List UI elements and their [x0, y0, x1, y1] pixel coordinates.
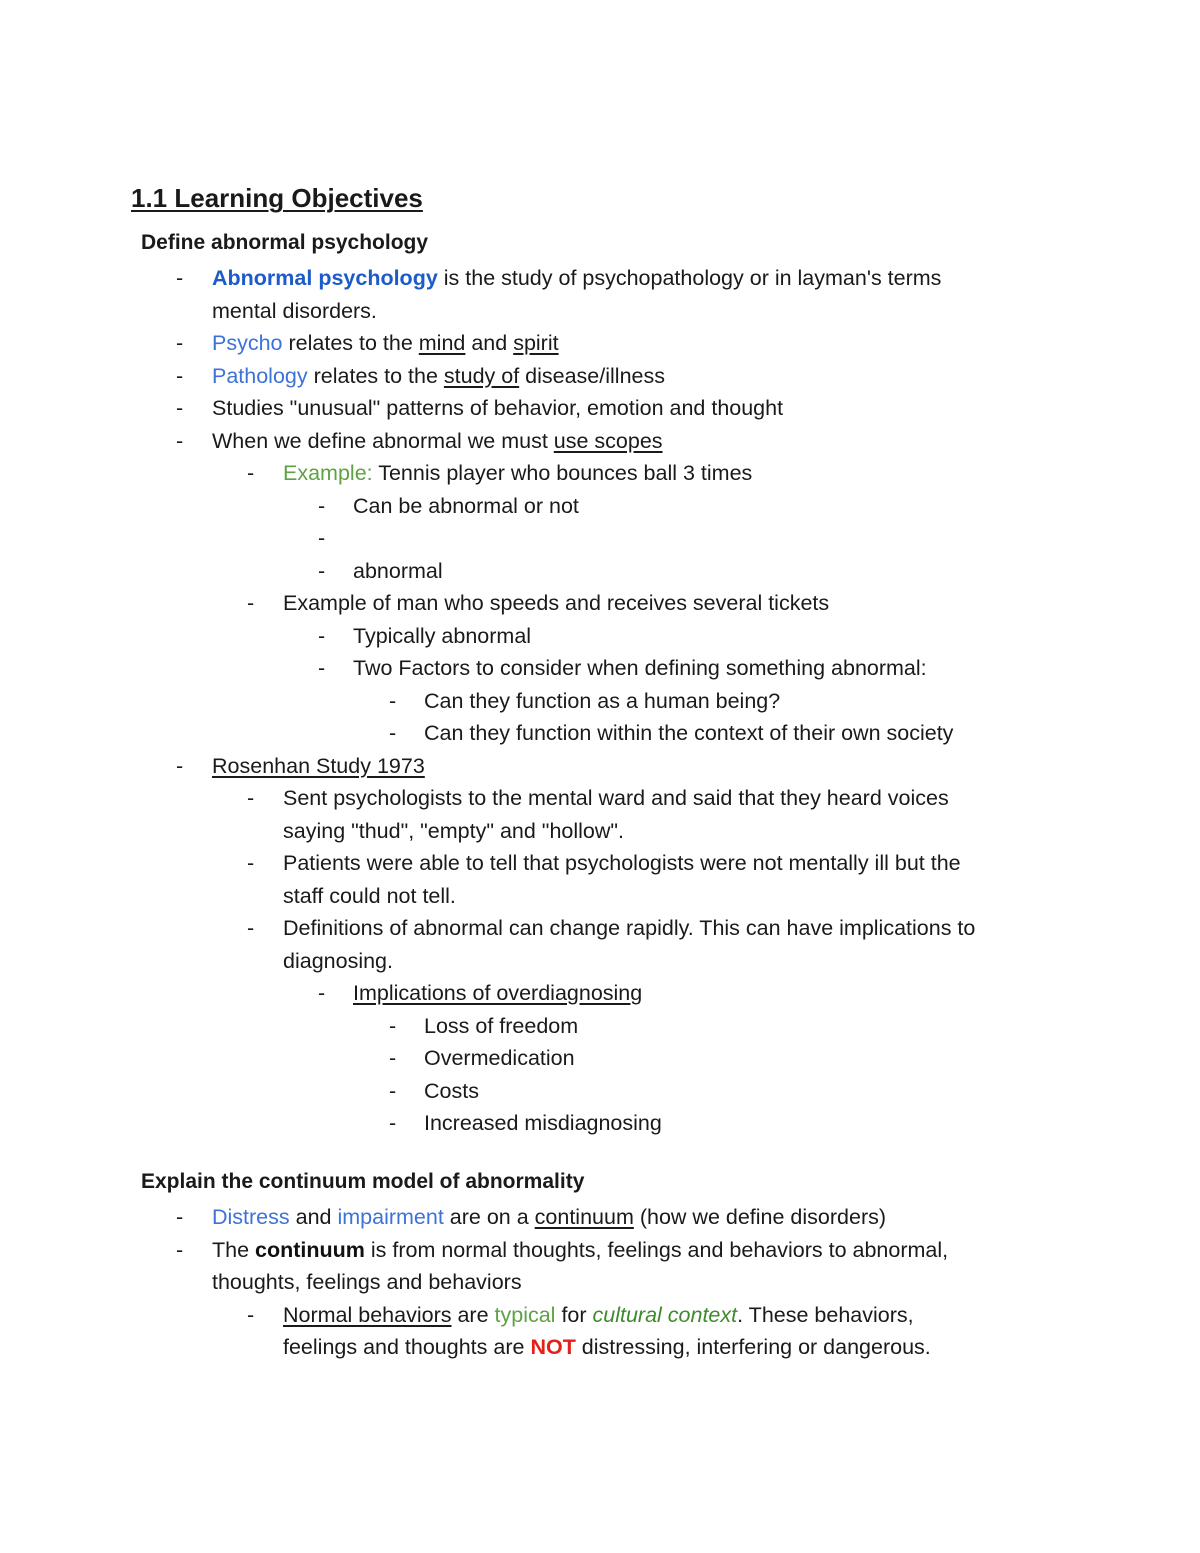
text-run: Patients were able to tell that psychologists were not mentally ill but the: [283, 851, 961, 875]
list-item-text: [283, 1299, 914, 1332]
list-item-text: [212, 750, 425, 783]
text-run: Distress: [212, 1205, 290, 1229]
text-run: feelings and thoughts are: [283, 1335, 531, 1359]
bullet-dash: -: [389, 721, 397, 745]
text-run: are: [451, 1302, 495, 1327]
list-item-text: [283, 782, 949, 815]
bullet-dash: -: [318, 493, 326, 518]
text-run: Overmedication: [424, 1046, 575, 1070]
text-run: Definitions of abnormal can change rapidly. This can have implications to: [283, 916, 976, 940]
bullet-dash: -: [247, 1302, 255, 1327]
list-item-text: [212, 392, 783, 425]
list-item-text: [212, 295, 377, 328]
list-item-text: [283, 945, 393, 978]
list-item-text: [424, 685, 780, 718]
text-run: saying "thud", "empty" and "hollow".: [283, 818, 624, 843]
bullet-dash: -: [318, 981, 326, 1005]
list-item-text: [212, 1201, 886, 1234]
text-run: Implications of overdiagnosing: [353, 981, 643, 1005]
list-item-text: [212, 1266, 522, 1299]
list-item-text: [212, 425, 663, 458]
text-run: Costs: [424, 1078, 479, 1103]
list-item-text: [212, 327, 559, 360]
list-item-text: [212, 262, 941, 295]
list-item-text: [424, 1042, 575, 1075]
list-item-text: [353, 555, 443, 588]
bullet-dash: -: [176, 396, 184, 420]
bullet-dash: -: [318, 526, 326, 550]
text-run: Normal behaviors: [283, 1302, 452, 1327]
text-run: Can they function within the context of their own society: [424, 721, 954, 745]
bullet-dash: -: [176, 331, 184, 355]
text-run: mental disorders.: [212, 298, 377, 323]
text-run: abnormal: [353, 558, 443, 583]
text-run: for: [555, 1302, 593, 1327]
text-run: diagnosing.: [283, 948, 393, 973]
bullet-dash: -: [318, 656, 326, 680]
text-run: Loss of freedom: [424, 1013, 579, 1038]
bullet-dash: -: [318, 623, 326, 648]
bullet-dash: -: [247, 461, 255, 485]
document-title: 1.1 Learning Objectives: [131, 183, 423, 213]
text-run: distressing, interfering or dangerous.: [575, 1335, 931, 1359]
text-run: Typically abnormal: [353, 623, 532, 648]
text-run: When we define abnormal we must: [212, 428, 554, 453]
list-item-text: [283, 847, 961, 880]
text-run: relates to the: [307, 363, 444, 388]
text-run: relates to the: [282, 331, 419, 355]
text-run: continuum: [534, 1205, 634, 1229]
text-run: . These behaviors,: [737, 1302, 914, 1327]
text-run: is the study of psychopathology or in layman's terms: [437, 266, 942, 290]
text-run: spirit: [513, 331, 559, 355]
list-item-text: [424, 1010, 578, 1043]
list-item-text: [353, 977, 642, 1010]
text-run: impairment: [337, 1205, 444, 1229]
text-run: cultural context: [592, 1302, 738, 1327]
bullet-dash: -: [176, 363, 184, 388]
text-run: Increased misdiagnosing: [424, 1111, 662, 1135]
text-run: continuum: [255, 1237, 365, 1262]
list-item-text: [424, 717, 953, 750]
list-item-text: [283, 912, 975, 945]
text-run: staff could not tell.: [283, 883, 456, 908]
list-item-text: [353, 620, 531, 653]
bullet-dash: -: [247, 916, 255, 940]
text-run: Pathology: [212, 363, 308, 388]
text-run: and: [465, 331, 514, 355]
text-run: are on a: [443, 1205, 535, 1229]
list-item-text: [353, 652, 927, 685]
text-run: Can they function as a human being?: [424, 688, 781, 713]
text-run: Abnormal psychology: [212, 266, 438, 290]
bullet-dash: -: [318, 558, 326, 583]
bullet-dash: -: [389, 1078, 397, 1103]
bullet-dash: -: [247, 851, 255, 875]
section-heading: Explain the continuum model of abnormality: [141, 1170, 585, 1193]
text-run: Can be abnormal or not: [353, 493, 579, 518]
text-run: mind: [418, 331, 466, 355]
list-item-text: [212, 360, 665, 393]
list-item-text: [424, 1107, 662, 1140]
bullet-dash: -: [389, 1111, 397, 1135]
text-run: typical: [494, 1302, 556, 1327]
bullet-dash: -: [389, 1046, 397, 1070]
text-run: is from normal thoughts, feelings and behaviors to abnormal,: [364, 1237, 949, 1262]
text-run: Two Factors to consider when defining something abnormal:: [353, 656, 927, 680]
bullet-dash: -: [176, 428, 184, 453]
text-run: The: [212, 1237, 256, 1262]
bullet-dash: -: [176, 1237, 184, 1262]
text-run: Studies "unusual" patterns of behavior, emotion and thought: [212, 396, 784, 420]
text-run: (how we define disorders): [633, 1205, 887, 1229]
text-run: disease/illness: [519, 363, 665, 388]
list-item-text: [424, 1075, 479, 1108]
list-item-text: [353, 490, 579, 523]
text-run: thoughts, feelings and behaviors: [212, 1270, 522, 1294]
bullet-dash: -: [176, 753, 184, 778]
list-item-text: [283, 457, 752, 490]
bullet-dash: -: [389, 688, 397, 713]
section-heading: Define abnormal psychology: [141, 231, 429, 254]
bullet-dash: -: [389, 1013, 397, 1038]
list-item-text: [283, 815, 624, 848]
text-run: study of: [443, 363, 520, 388]
bullet-dash: -: [247, 786, 255, 810]
text-run: and: [289, 1205, 338, 1229]
list-item-text: [283, 1331, 931, 1364]
bullet-dash: -: [247, 591, 255, 615]
text-run: Rosenhan Study 1973: [212, 753, 425, 778]
text-run: use scopes: [553, 428, 663, 453]
text-run: Psycho: [212, 331, 283, 355]
list-item-text: [283, 587, 829, 620]
list-item-text: [283, 880, 456, 913]
text-run: Example:: [283, 461, 373, 485]
text-run: Tennis player who bounces ball 3 times: [372, 461, 753, 485]
list-item-text: [212, 1234, 948, 1267]
bullet-dash: -: [176, 266, 184, 290]
text-run: Sent psychologists to the mental ward and said that they heard voices: [283, 786, 949, 810]
text-run: NOT: [530, 1335, 576, 1359]
text-run: Example of man who speeds and receives several tickets: [283, 591, 830, 615]
bullet-dash: -: [176, 1205, 184, 1229]
